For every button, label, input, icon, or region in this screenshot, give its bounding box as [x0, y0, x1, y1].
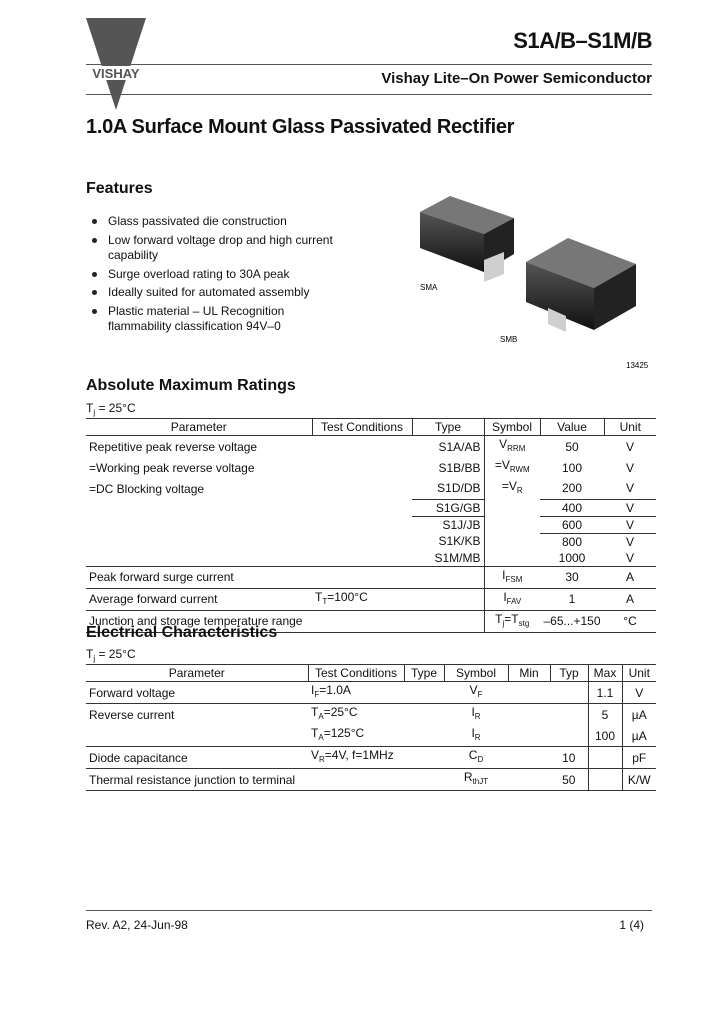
list-item: Surge overload rating to 30A peak [90, 267, 350, 283]
unit-cell: V [625, 550, 634, 565]
typ-cell: 10 [562, 750, 576, 765]
condition-cell [308, 769, 404, 791]
table-row [86, 747, 656, 769]
unit-cell: V [604, 516, 656, 533]
min-cell [508, 704, 550, 726]
condition-cell: $I_F=1.0A$ [311, 683, 351, 699]
table-row [86, 550, 656, 567]
min-cell [508, 725, 550, 747]
col-header: Symbol [444, 665, 508, 682]
unit-cell: °C [623, 614, 637, 628]
condition-cell: $T_T=100^\circ C$ [315, 589, 368, 606]
min-cell [508, 769, 550, 791]
symbol-cell: $I_{FSM}$ [484, 566, 540, 588]
max-cell: 5 [588, 704, 622, 726]
header-rule [86, 64, 652, 65]
unit-cell: µA [622, 704, 656, 726]
min-cell [508, 747, 550, 769]
value-cell: 1 [568, 592, 576, 606]
type-cell: S1M/MB [434, 550, 481, 565]
symbol-cell: $V_F$ [469, 683, 483, 699]
electrical-heading: Electrical Characteristics [86, 624, 278, 641]
col-header: Test Conditions [308, 665, 404, 682]
col-header: Type [404, 665, 444, 682]
package-illustration [408, 190, 658, 370]
col-header: Parameter [86, 665, 308, 682]
col-header: Parameter [86, 419, 312, 436]
type-cell: S1G/GB [412, 499, 484, 516]
param-cell: =Working peak reverse voltage [89, 460, 255, 475]
table-row [86, 516, 656, 533]
param-cell: Reverse current [89, 707, 175, 722]
table-row [86, 566, 656, 588]
part-number: S1A/B–S1M/B [513, 28, 652, 53]
smb-package [526, 238, 636, 332]
table-row [86, 436, 656, 458]
max-cell [588, 747, 622, 769]
type-cell: S1K/KB [438, 534, 481, 549]
table-row [86, 499, 656, 516]
unit-cell: V [625, 481, 634, 496]
param-cell: Forward voltage [89, 685, 176, 700]
document-title: 1.0A Surface Mount Glass Passivated Rectifier [86, 116, 515, 138]
features-list [90, 214, 350, 338]
col-header: Min [508, 665, 550, 682]
param-cell: Diode capacitance [89, 750, 188, 765]
svg-text:VISHAY: VISHAY [92, 66, 140, 81]
col-header: Test Conditions [312, 419, 412, 436]
value-cell: 100 [561, 460, 583, 475]
list-item: Glass passivated die construction [90, 214, 350, 230]
unit-cell: A [625, 592, 634, 606]
col-header: Value [540, 419, 604, 436]
ratings-condition: $T_j = 25^\circ C$ [86, 401, 136, 417]
list-item: Plastic material – UL Recognition flammability classification 94V–0 [90, 304, 350, 335]
table-row [86, 533, 656, 550]
table-row [86, 588, 656, 610]
table-row [86, 769, 656, 791]
type-cell: S1D/DB [437, 481, 481, 496]
unit-cell: V [625, 439, 634, 454]
type-cell: S1B/BB [438, 460, 481, 475]
col-header: Unit [604, 419, 656, 436]
header-subtitle: Vishay Lite–On Power Semiconductor [381, 70, 652, 87]
table-row [86, 725, 656, 747]
list-item: Ideally suited for automated assembly [90, 285, 350, 301]
param-cell: Thermal resistance junction to terminal [89, 772, 296, 787]
condition-cell: $T_A=125^\circ C$ [311, 726, 365, 742]
unit-cell: V [625, 460, 634, 475]
condition-cell: $V_R=4V$, f=1MHz [311, 748, 394, 764]
unit-cell: µA [622, 725, 656, 747]
ratings-table [86, 418, 656, 633]
features-heading: Features [86, 180, 153, 197]
list-item: Low forward voltage drop and high current capability [90, 233, 350, 264]
col-header: Max [588, 665, 622, 682]
table-row [86, 704, 656, 726]
table-header-row [86, 419, 656, 436]
type-cell: S1A/AB [438, 439, 481, 454]
figure-ref: 13425 [626, 361, 649, 370]
electrical-condition: $T_j = 25^\circ C$ [86, 647, 136, 663]
table-header-row [86, 665, 656, 682]
symbol-cell: $I_R$ [471, 726, 481, 742]
table-row [86, 478, 656, 499]
sma-label: SMA [420, 283, 438, 292]
header-rule-2 [86, 94, 652, 95]
typ-cell: 50 [562, 772, 576, 787]
typ-cell [550, 725, 588, 747]
table-row [86, 682, 656, 704]
unit-cell: K/W [622, 769, 656, 791]
table-row [86, 457, 656, 478]
value-cell: 50 [565, 439, 579, 454]
footer-page-number: 1 (4) [619, 918, 644, 932]
symbol-cell: $V_{RRM}$ [484, 436, 540, 458]
max-cell: 1.1 [588, 682, 622, 704]
value-cell: 1000 [558, 550, 586, 565]
value-cell: 400 [540, 499, 604, 516]
symbol-cell: $C_D$ [468, 748, 484, 764]
param-cell: Peak forward surge current [89, 570, 234, 584]
symbol-cell: $T_j=T_{stg}$ [484, 610, 540, 632]
condition-cell: $T_A=25^\circ C$ [311, 705, 358, 721]
param-cell [86, 725, 308, 747]
max-cell [588, 769, 622, 791]
unit-cell: V [604, 533, 656, 550]
ratings-heading: Absolute Maximum Ratings [86, 377, 296, 394]
col-header: Type [412, 419, 484, 436]
unit-cell: V [604, 499, 656, 516]
value-cell: 800 [540, 533, 604, 550]
max-cell: 100 [588, 725, 622, 747]
unit-cell: V [622, 682, 656, 704]
unit-cell: A [625, 570, 634, 584]
footer-rule [86, 910, 652, 911]
min-cell [508, 682, 550, 704]
param-cell: Average forward current [89, 592, 218, 606]
footer-revision: Rev. A2, 24-Jun-98 [86, 918, 188, 932]
symbol-cell: $I_R$ [471, 705, 481, 721]
typ-cell [550, 704, 588, 726]
value-cell: –65...+150 [543, 614, 601, 628]
value-cell: 200 [561, 481, 583, 496]
smb-label: SMB [500, 335, 518, 344]
symbol-cell: $=V_R$ [484, 478, 540, 499]
typ-cell [550, 682, 588, 704]
symbol-cell: $R_{thJT}$ [463, 770, 489, 786]
unit-cell: pF [622, 747, 656, 769]
col-header: Typ [550, 665, 588, 682]
col-header: Unit [622, 665, 656, 682]
param-cell: Junction and storage temperature range [89, 614, 303, 628]
symbol-cell: $=V_{RWM}$ [484, 457, 540, 478]
value-cell: 30 [565, 570, 579, 584]
electrical-table [86, 664, 656, 791]
type-cell: S1J/JB [412, 516, 484, 533]
sma-package [420, 196, 514, 282]
symbol-cell: $I_{FAV}$ [484, 588, 540, 610]
param-cell: Repetitive peak reverse voltage [89, 439, 258, 454]
value-cell: 600 [540, 516, 604, 533]
col-header: Symbol [484, 419, 540, 436]
param-cell: =DC Blocking voltage [89, 481, 205, 496]
